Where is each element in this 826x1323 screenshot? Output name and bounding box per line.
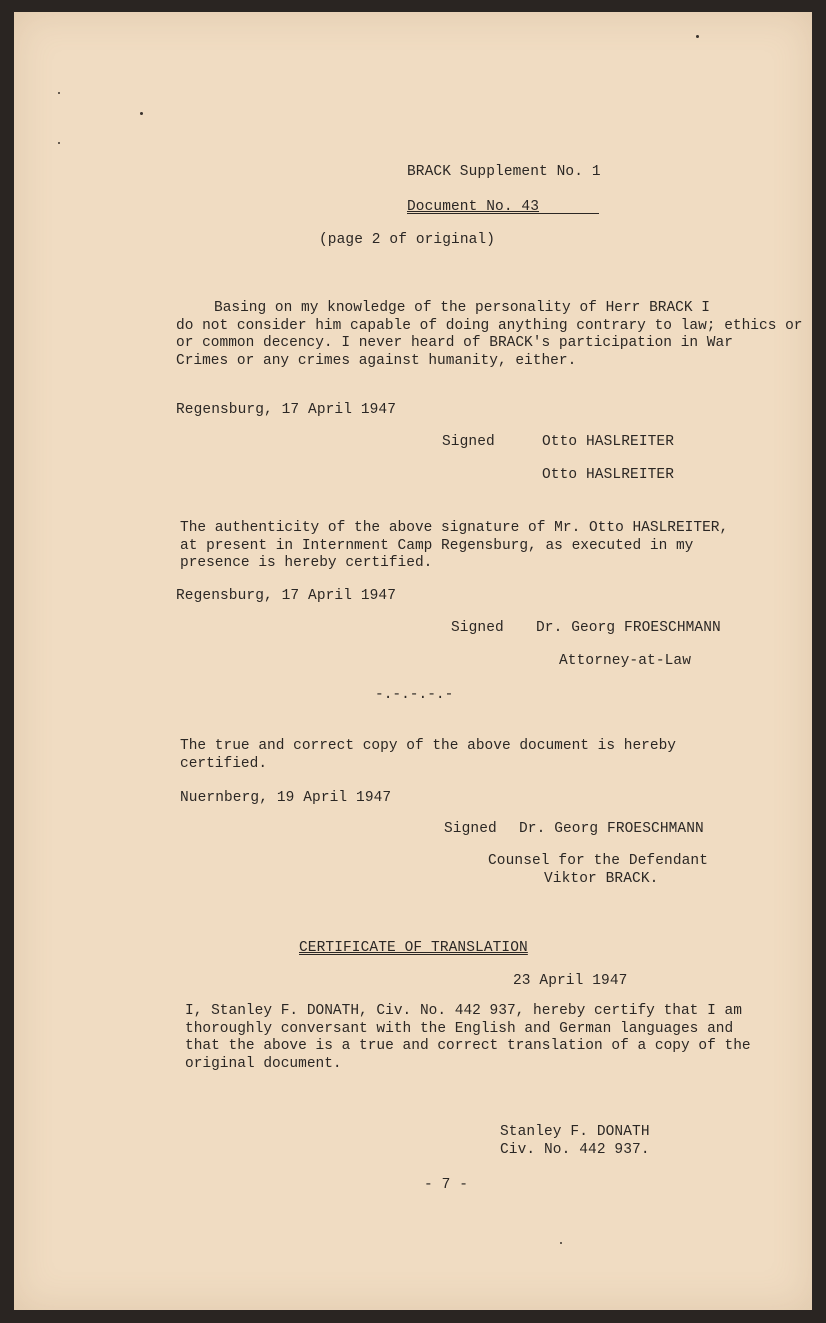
paper-speck: [560, 1242, 562, 1244]
paper-speck: [696, 35, 699, 38]
authentication-place-date: Regensburg, 17 April 1947: [176, 588, 397, 604]
authentication-line: presence is hereby certified.: [180, 555, 433, 571]
statement-place-date: Regensburg, 17 April 1947: [176, 402, 397, 418]
supplement-title: BRACK Supplement No. 1: [407, 164, 601, 180]
translation-certificate-line: original document.: [185, 1055, 342, 1072]
translation-certificate-line: that the above is a true and correct translation of a copy of the: [185, 1038, 751, 1054]
counsel-role-line-2: Viktor BRACK.: [544, 871, 659, 887]
authentication-signed-label: Signed: [451, 620, 504, 636]
authentication-line: at present in Internment Camp Regensburg, as executed in my: [180, 537, 694, 554]
authentication-signature: Dr. Georg FROESCHMANN: [536, 620, 721, 636]
statement-line: or common decency. I never heard of BRACK's participation in War: [176, 335, 733, 351]
copy-certification-paragraph: [180, 738, 740, 773]
translation-certificate-heading: CERTIFICATE OF TRANSLATION: [299, 940, 528, 956]
translation-certificate-line: I, Stanley F. DONATH, Civ. No. 442 937, hereby certify that I am: [185, 1003, 742, 1019]
copy-certification-signed-label: Signed: [444, 821, 497, 837]
translator-civ-number: Civ. No. 442 937.: [500, 1142, 650, 1158]
counsel-role-line-1: Counsel for the Defendant: [488, 853, 709, 869]
statement-signature: Otto HASLREITER: [542, 434, 675, 450]
document-page: [14, 12, 812, 1310]
section-separator: -.-.-.-.-: [375, 687, 454, 703]
translation-certificate-date: 23 April 1947: [513, 973, 628, 989]
authentication-paragraph: [180, 520, 780, 573]
copy-certification-line: certified.: [180, 755, 268, 772]
translation-certificate-line: thoroughly conversant with the English and German languages and: [185, 1020, 734, 1037]
statement-signed-label: Signed: [442, 434, 495, 450]
statement-line: Crimes or any crimes against humanity, either.: [176, 352, 577, 369]
statement-line: Basing on my knowledge of the personality of Herr BRACK I: [214, 300, 710, 316]
authentication-title: Attorney-at-Law: [559, 653, 692, 669]
translator-name: Stanley F. DONATH: [500, 1124, 650, 1140]
translation-certificate-paragraph: [185, 1003, 785, 1073]
page-note: (page 2 of original): [319, 232, 496, 248]
statement-line: do not consider him capable of doing anything contrary to law; ethics or: [176, 317, 803, 334]
paper-speck: [140, 112, 143, 115]
page-number: - 7 -: [424, 1177, 469, 1193]
document-number-rule: [407, 213, 599, 214]
authentication-line: The authenticity of the above signature of Mr. Otto HASLREITER,: [180, 520, 729, 536]
document-number: Document No. 43: [407, 199, 540, 215]
copy-certification-signature: Dr. Georg FROESCHMANN: [519, 821, 704, 837]
statement-paragraph: [176, 300, 806, 370]
statement-name: Otto HASLREITER: [542, 467, 675, 483]
copy-certification-place-date: Nuernberg, 19 April 1947: [180, 790, 392, 806]
paper-speck: [58, 92, 60, 94]
copy-certification-line: The true and correct copy of the above document is hereby: [180, 738, 676, 754]
paper-speck: [58, 142, 60, 144]
